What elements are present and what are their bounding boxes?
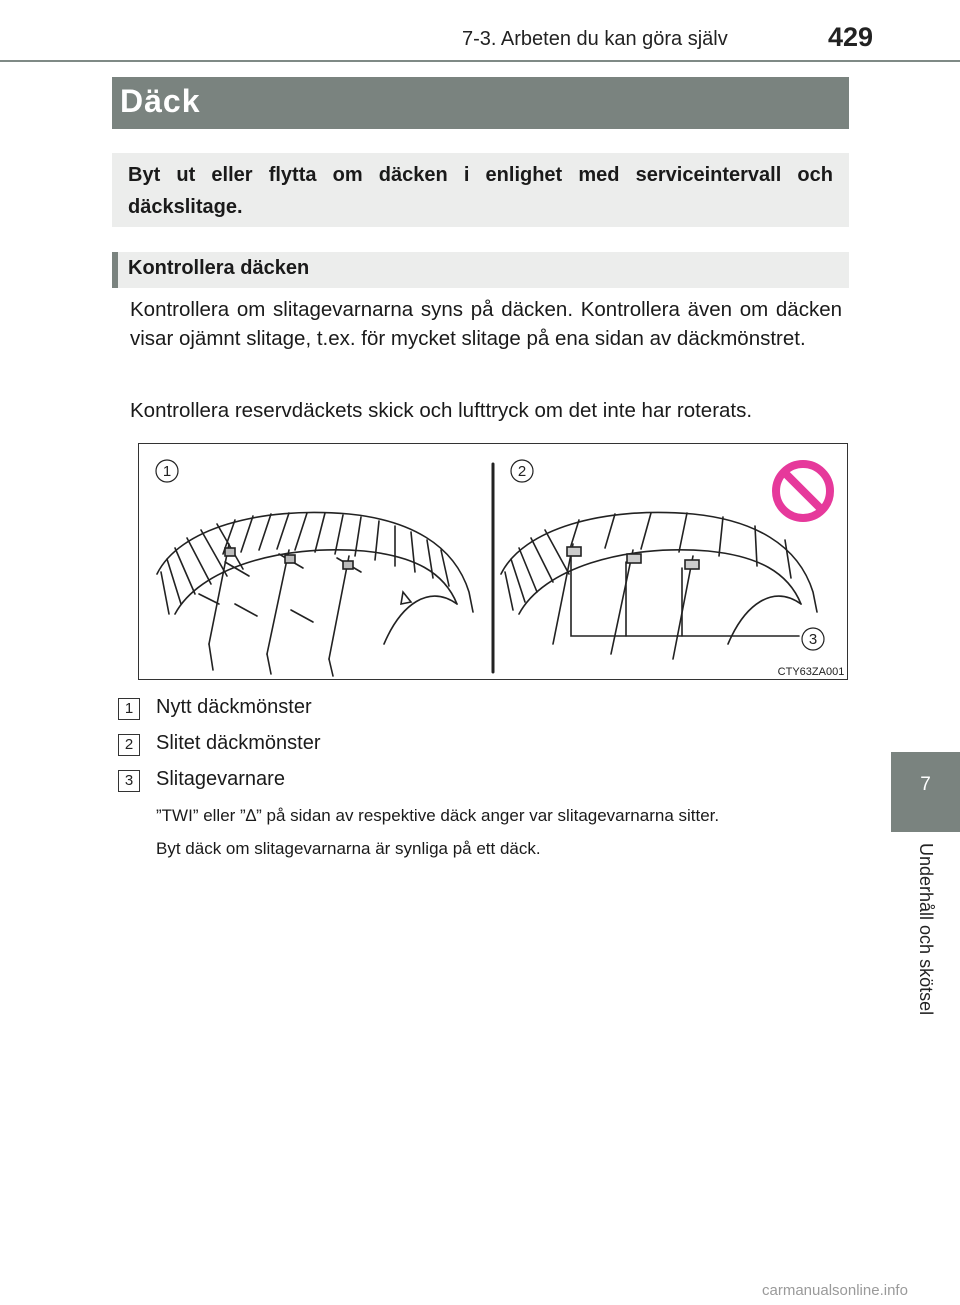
legend-text-1: Nytt däckmönster — [156, 696, 312, 718]
callout-1: 1 — [162, 463, 172, 480]
figure-code: CTY63ZA001 — [777, 666, 845, 678]
page-title: Däck — [120, 83, 201, 119]
subsection-heading-text: Kontrollera däcken — [128, 257, 310, 279]
legend-badge-1: 1 — [118, 698, 140, 720]
section-title: 7-3. Arbeten du kan göra själv — [462, 28, 728, 50]
page-title-bar — [112, 77, 849, 129]
note-twi: ”TWI” eller ”∆” på sidan av respektive däck anger var slitagevarnarna sitter. — [156, 806, 720, 825]
note-replace: Byt däck om slitagevarnarna är synliga på ett däck. — [156, 839, 541, 858]
intro-text: Byt ut eller flytta om däcken i enlighet med serviceintervall och däckslitage. — [128, 164, 833, 218]
callout-2: 2 — [517, 463, 527, 480]
paragraph-spare-tire: Kontrollera reservdäckets skick och lufttryck om det inte har roterats. — [130, 399, 753, 422]
tire-illustration-svg — [139, 444, 849, 681]
callout-3: 3 — [808, 631, 818, 648]
legend-text-3: Slitagevarnare — [156, 768, 285, 790]
no-entry-icon — [776, 464, 830, 518]
chapter-label: Underhåll och skötsel — [916, 843, 936, 1016]
legend-text-2: Slitet däckmönster — [156, 732, 321, 754]
intro-box — [112, 153, 849, 227]
header-divider — [0, 60, 960, 62]
page-number: 429 — [828, 22, 874, 52]
legend-badge-2: 2 — [118, 734, 140, 756]
new-tire-drawing — [157, 512, 473, 676]
subsection-heading — [112, 252, 849, 288]
tire-tread-illustration — [138, 443, 848, 680]
worn-tire-drawing — [501, 512, 817, 659]
watermark: carmanualsonline.info — [762, 1282, 908, 1299]
chapter-number: 7 — [920, 774, 931, 795]
chapter-tab — [891, 752, 960, 832]
legend-badge-3: 3 — [118, 770, 140, 792]
paragraph-check-wear: Kontrollera om slitagevarnarna syns på däcken. Kontrollera även om däcken visar ojämnt slitage, t.ex. för mycket slitage på ena sidan av däckmönstret. — [130, 298, 842, 350]
